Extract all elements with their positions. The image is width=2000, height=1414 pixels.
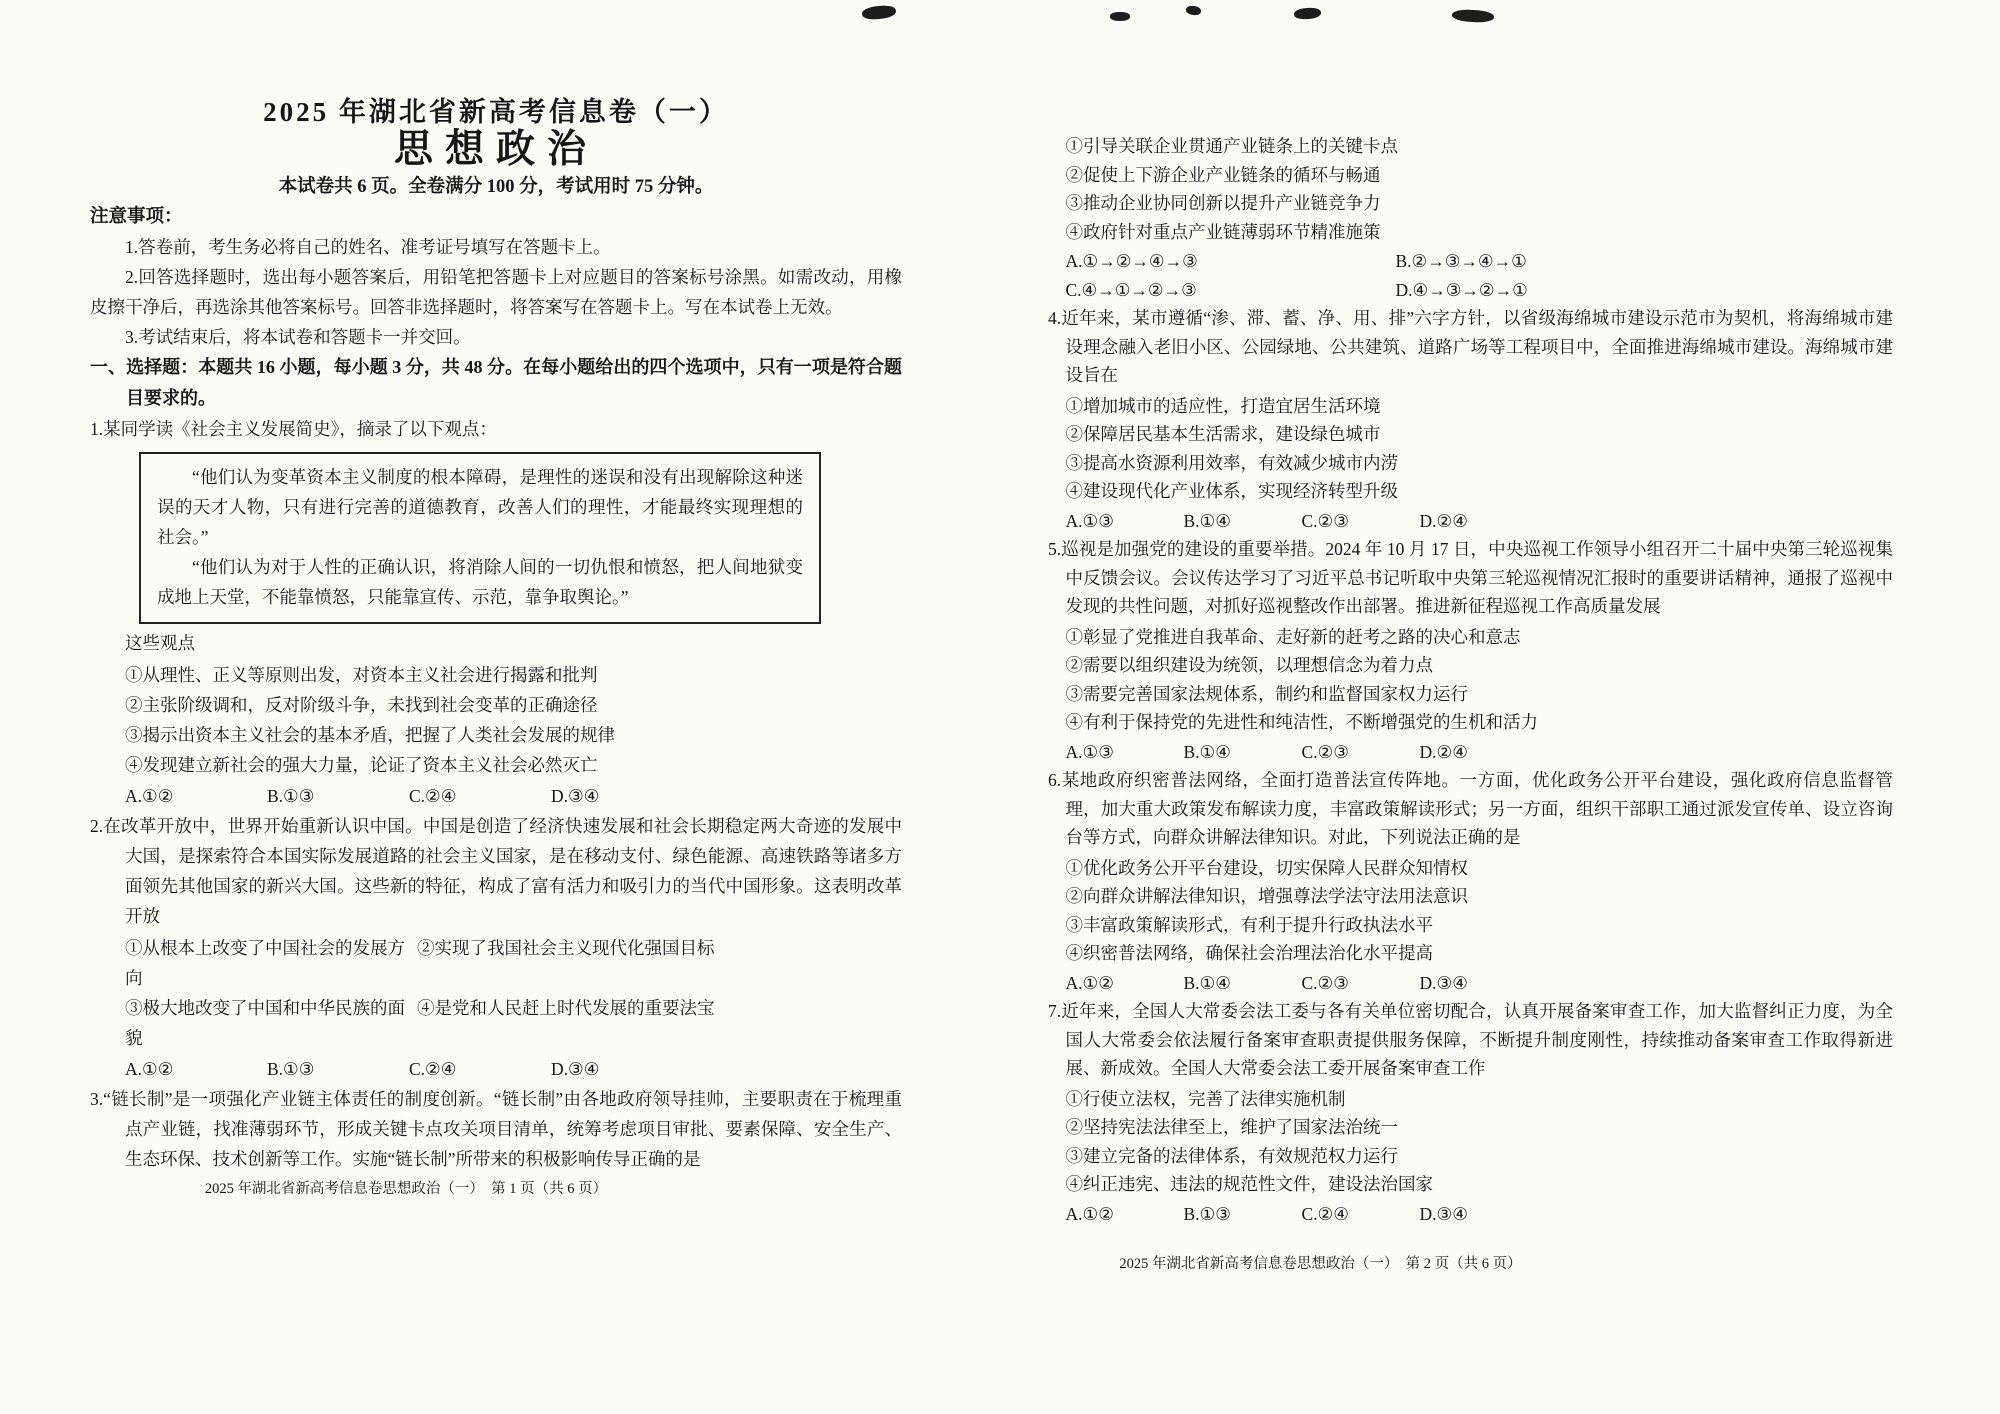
- question-stem: 5.巡视是加强党的建设的重要举措。2024 年 10 月 17 日，中央巡视工作领导小组召开二十届中央第三轮巡视集中反馈会议。会议传达学习了习近平总书记听取中央第三轮巡视情况汇报时的重要讲话精神，通报了巡视中发现的共性问题，对抓好巡视整改作出部署。推进新征程巡视工作高质量发展: [1048, 539, 1893, 616]
- item-statement: ①增加城市的适应性，打造宜居生活环境: [1065, 395, 1381, 416]
- notes-heading: 注意事项：: [90, 207, 183, 227]
- question-items: [1066, 132, 1894, 246]
- item-statement: ③丰富政策解读形式，有利于提升行政执法水平: [1065, 914, 1433, 935]
- item-statement: ①引导关联企业贯通产业链条上的关键卡点: [1065, 136, 1398, 156]
- item-statement: ③揭示出资本主义社会的基本矛盾，把握了人类社会发展的规律: [125, 725, 615, 745]
- answer-choice: A.①③: [1065, 510, 1114, 531]
- item-statement: ③建立完备的法律体系，有效规范权力运行: [1065, 1145, 1398, 1166]
- answer-choice: A.①②: [1065, 972, 1114, 993]
- answer-choice: D.②④: [1419, 510, 1468, 531]
- item-statement: ④织密普法网络，确保社会治理法治化水平提高: [1065, 943, 1433, 963]
- answer-choice: A.①③: [1065, 741, 1114, 762]
- question-3-continued: [1048, 132, 1893, 304]
- question-6: [1048, 766, 1893, 997]
- answer-choice: B.①③: [267, 786, 315, 806]
- question-5: [1048, 535, 1893, 766]
- subject-title: 思想政治: [393, 128, 598, 171]
- scan-artifact: [1294, 7, 1322, 20]
- question-4: [1048, 304, 1893, 535]
- scan-artifact: [1452, 9, 1495, 23]
- item-statement: ③需要完善国家法规体系，制约和监督国家权力运行: [1065, 683, 1468, 704]
- exam-page-1: [90, 96, 902, 1204]
- item-statement: ①优化政务公开平台建设，切实保障人民群众知情权: [1065, 857, 1468, 878]
- answer-choice: B.①③: [1183, 1203, 1231, 1224]
- item-statement: ③提高水资源利用效率，有效减少城市内涝: [1065, 452, 1398, 473]
- question-stem: 3.“链长制”是一项强化产业链主体责任的制度创新。“链长制”由各地政府领导挂帅，主要职责在于梳理重点产业链，找准薄弱环节，形成关键卡点攻关项目清单，统筹考虑项目审批、要素保障、安全生产、生态环保、技术创新等工作。实施“链长制”所带来的积极影响传导正确的是: [90, 1089, 902, 1169]
- answer-choice: C.②③: [1301, 972, 1349, 993]
- answer-choice: B.①④: [1183, 510, 1231, 531]
- question-items: [1066, 854, 1894, 968]
- answer-choice: D.③④: [1419, 972, 1468, 993]
- note-line: 3.考试结束后，将本试卷和答题卡一并交回。: [125, 327, 471, 347]
- item-statement: ③极大地改变了中国和中华民族的面貌: [125, 998, 405, 1048]
- item-statement: ④是党和人民赶上时代发展的重要法宝: [417, 998, 715, 1018]
- question-3: [90, 1084, 902, 1174]
- answer-choice: A.①②: [125, 1059, 174, 1079]
- answer-choice: D.③④: [1419, 1203, 1468, 1224]
- answer-options: [1066, 969, 1894, 998]
- question-items: [1066, 1085, 1894, 1199]
- question-items: [1066, 623, 1894, 737]
- section-heading: 一、选择题：本题共 16 小题，每小题 3 分，共 48 分。在每小题给出的四个选项中，只有一项是符合题目要求的。: [90, 357, 902, 408]
- item-statement: ④有利于保持党的先进性和纯洁性，不断增强党的生机和活力: [1065, 712, 1538, 732]
- answer-choice: D.②④: [1419, 741, 1468, 762]
- item-statement: ②坚持宪法法律至上，维护了国家法治统一: [1065, 1117, 1398, 1137]
- scan-artifact: [1110, 12, 1130, 21]
- answer-options: [1066, 738, 1894, 767]
- answer-choice: D.③④: [551, 786, 600, 806]
- item-statement: ④政府针对重点产业链薄弱环节精准施策: [1065, 221, 1381, 242]
- page-footer: 2025 年湖北省新高考信息卷思想政治（一） 第 1 页（共 6 页）: [204, 1181, 608, 1197]
- quote-box: [139, 452, 821, 624]
- answer-options: [1066, 1200, 1894, 1229]
- answer-choice: A.①②: [125, 786, 174, 806]
- answer-options: [125, 781, 902, 811]
- question-stem: 6.某地政府织密普法网络，全面打造普法宣传阵地。一方面，优化政务公开平台建设，强化政府信息监督管理，加大重大政策发布解读力度，丰富政策解读形式；另一方面，组织干部职工通过派发宣传单、设立咨询台等方式，向群众讲解法律知识。对此，下列说法正确的是: [1048, 770, 1893, 847]
- answer-options: [1066, 247, 1894, 304]
- answer-choice: B.①③: [267, 1059, 315, 1079]
- answer-options: [1066, 507, 1894, 536]
- answer-choice: D.④→③→②→①: [1395, 279, 1528, 300]
- page-title: 2025 年湖北省新高考信息卷（一）: [263, 97, 729, 127]
- question-stem: 1.某同学读《社会主义发展简史》，摘录了以下观点：: [90, 419, 497, 439]
- answer-choice: C.②④: [1301, 1203, 1349, 1224]
- note-line: 1.答卷前，考生务必将自己的姓名、准考证号填写在答题卡上。: [125, 237, 611, 257]
- answer-choice: B.①④: [1183, 972, 1231, 993]
- answer-choice: B.①④: [1183, 741, 1231, 762]
- quote-line: “他们认为变革资本主义制度的根本障碍，是理性的迷误和没有出现解除这种迷误的天才人物，只有进行完善的道德教育，改善人们的理性，才能最终实现理想的社会。”: [157, 467, 803, 547]
- exam-info: 本试卷共 6 页。全卷满分 100 分，考试用时 75 分钟。: [278, 177, 714, 197]
- question-items: [125, 660, 902, 780]
- item-statement: ①从理性、正义等原则出发，对资本主义社会进行揭露和批判: [125, 665, 598, 685]
- answer-choice: A.①②: [1065, 1203, 1114, 1224]
- item-statement: ②促使上下游企业产业链条的循环与畅通: [1065, 164, 1381, 185]
- item-statement: ①行使立法权，完善了法律实施机制: [1065, 1088, 1346, 1109]
- item-statement: ①彰显了党推进自我革命、走好新的赶考之路的决心和意志: [1065, 626, 1521, 647]
- answer-choice: C.②④: [409, 786, 457, 806]
- answer-choice: C.②④: [409, 1059, 457, 1079]
- scan-artifact: [861, 4, 896, 20]
- question-2: [90, 811, 902, 1084]
- item-statement: ②需要以组织建设为统领，以理想信念为着力点: [1065, 655, 1433, 675]
- item-statement: ④发现建立新社会的强大力量，论证了资本主义社会必然灭亡: [125, 755, 598, 775]
- note-line: 2.回答选择题时，选出每小题答案后，用铅笔把答题卡上对应题目的答案标号涂黑。如需改动，用橡皮擦干净后，再选涂其他答案标号。回答非选择题时，将答案写在答题卡上。写在本试卷上无效。: [90, 267, 902, 317]
- answer-choice: C.②③: [1301, 741, 1349, 762]
- item-statement: ②实现了我国社会主义现代化强国目标: [417, 938, 715, 958]
- question-items: [1066, 392, 1894, 506]
- answer-options: [125, 1054, 902, 1084]
- question-stem: 4.近年来，某市遵循“渗、滞、蓄、净、用、排”六字方针，以省级海绵城市建设示范市为契机，将海绵城市建设理念融入老旧小区、公园绿地、公共建筑、道路广场等工程项目中，全面推进海绵城市建设。海绵城市建设旨在: [1048, 308, 1893, 385]
- answer-choice: C.②③: [1301, 510, 1349, 531]
- question-stem: 2.在改革开放中，世界开始重新认识中国。中国是创造了经济快速发展和社会长期稳定两大奇迹的发展中大国，是探索符合本国实际发展道路的社会主义国家，是在移动支付、绿色能源、高速铁路等诸多方面领先其他国家的新兴大国。这些新的特征，构成了富有活力和吸引力的当代中国形象。这表明改革开放: [90, 816, 902, 926]
- item-statement: ②主张阶级调和，反对阶级斗争，未找到社会变革的正确途径: [125, 695, 598, 715]
- quote-line: “他们认为对于人性的正确认识，将消除人间的一切仇恨和愤怒，把人间地狱变成地上天堂，不能靠愤怒，只能靠宣传、示范，靠争取舆论。”: [157, 557, 803, 607]
- question-1: [90, 414, 902, 811]
- exam-page-2: [1048, 130, 1893, 1279]
- item-statement: ④建设现代化产业体系，实现经济转型升级: [1065, 481, 1398, 501]
- answer-choice: A.①→②→④→③: [1065, 251, 1198, 271]
- answer-choice: B.②→③→④→①: [1395, 251, 1527, 271]
- answer-choice: C.④→①→②→③: [1065, 279, 1197, 300]
- answer-choice: D.③④: [551, 1059, 600, 1079]
- item-statement: ①从根本上改变了中国社会的发展方向: [125, 938, 405, 988]
- question-items: [125, 933, 902, 1053]
- question-7: [1048, 997, 1893, 1228]
- question-lead: 这些观点: [125, 633, 195, 653]
- page-footer: 2025 年湖北省新高考信息卷思想政治（一） 第 2 页（共 6 页）: [1119, 1256, 1522, 1272]
- scan-artifact: [1185, 5, 1201, 16]
- item-statement: ③推动企业协同创新以提升产业链竞争力: [1065, 193, 1381, 213]
- item-statement: ②向群众讲解法律知识，增强尊法学法守法用法意识: [1065, 886, 1468, 906]
- item-statement: ②保障居民基本生活需求，建设绿色城市: [1065, 424, 1381, 444]
- question-stem: 7.近年来，全国人大常委会法工委与各有关单位密切配合，认真开展备案审查工作，加大监督纠正力度，为全国人大常委会依法履行备案审查职责提供服务保障，不断提升制度刚性，持续推动备案审查工作取得新进展、新成效。全国人大常委会法工委开展备案审查工作: [1048, 1001, 1893, 1078]
- item-statement: ④纠正违宪、违法的规范性文件，建设法治国家: [1065, 1174, 1433, 1194]
